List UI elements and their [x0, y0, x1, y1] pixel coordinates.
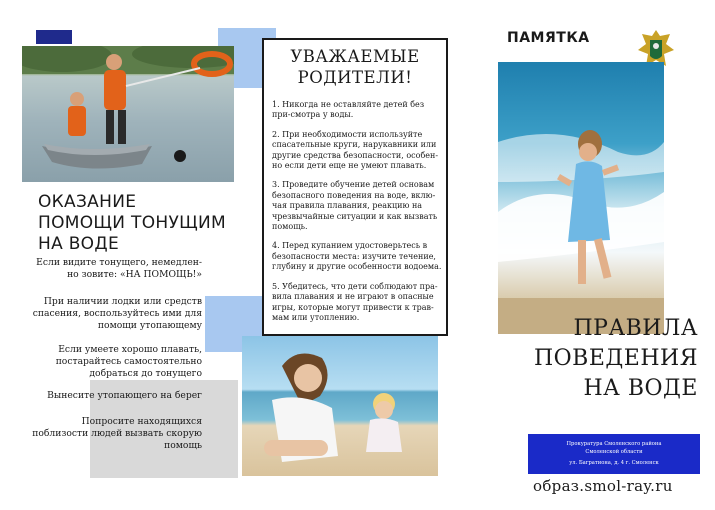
parents-rule-1: 1. Никогда не оставляйте детей без при-смотра у воды.	[272, 100, 425, 120]
rescue-tip-2: При наличии лодки или средств спасения, воспользуйтесь ими для помощи утопающему	[32, 296, 202, 331]
info-line-2: Смоленской области	[585, 449, 643, 455]
info-line-1: Прокуратура Смоленского района	[566, 441, 662, 447]
watermark-text: образ.smol-ray.ru	[533, 477, 673, 495]
memo-label: ПАМЯТКА	[507, 30, 590, 46]
girl-running-illustration	[498, 62, 664, 334]
mother-child-beach-photo	[242, 336, 438, 476]
parents-rule-2: 2. При необходимости используйте спасательные круги, нарукавники или другие средства безопасности, особен-но если дети еще не умеют плавать.	[272, 129, 439, 171]
rescue-tip-3: Если умеете хорошо плавать, постарайтесь самостоятельно добраться до тонущего	[55, 344, 202, 379]
info-line-3: ул. Багратиона, д. 4 г. Смоленск	[569, 460, 659, 466]
rescue-tip-5: Попросите находящихся поблизости людей вызвать скорую помощь	[32, 416, 202, 451]
rescue-tip-1: Если видите тонущего, немедлен-но зовите: «НА ПОМОЩЬ!»	[36, 257, 202, 280]
parents-rule-3: 3. Проведите обучение детей основам безопасного поведения на воде, вклю-чая правила плавания, реакцию на чрезвычайные ситуации и как вызвать помощь.	[272, 180, 438, 232]
navy-accent-tab	[36, 30, 72, 44]
mother-child-illustration	[242, 336, 438, 476]
rescue-section-title: ОКАЗАНИЕ ПОМОЩИ ТОНУЩИМ НА ВОДЕ	[38, 192, 227, 254]
rescue-tip-4: Вынесите утопающего на берег	[47, 390, 202, 401]
rescue-boat-photo	[22, 46, 234, 182]
parents-rule-5: 5. Убедитесь, что дети соблюдают пра-вила плавания и не играют в опасные игры, которые могут привести к трав-мам или утоплению.	[272, 281, 438, 322]
prosecutor-info-box	[528, 434, 700, 474]
rescue-boat-illustration	[22, 46, 234, 182]
girl-on-beach-photo	[498, 62, 664, 334]
rules-title: ПРАВИЛА ПОВЕДЕНИЯ НА ВОДЕ	[533, 316, 698, 401]
parents-heading: УВАЖАЕМЫЕ РОДИТЕЛИ!	[290, 47, 420, 87]
parents-rule-4: 4. Перед купанием удостоверьтесь в безопасности места: изучите течение, глубину и другие особенности водоема.	[272, 241, 442, 272]
parents-rules-list	[272, 100, 442, 332]
